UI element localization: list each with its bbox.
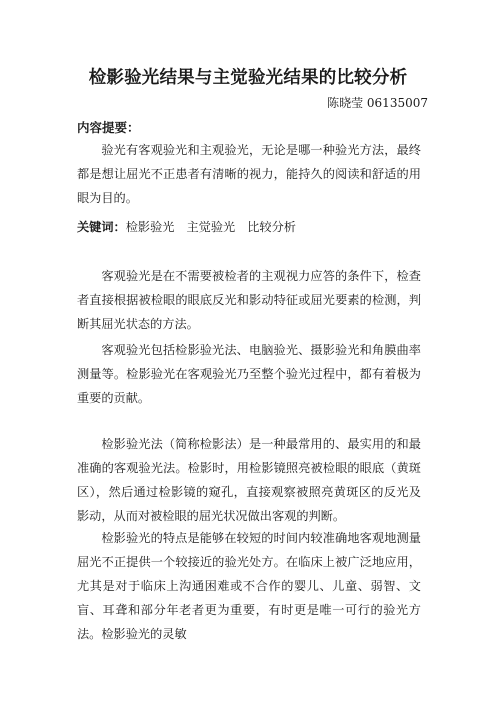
keywords-line	[77, 218, 308, 235]
keywords-label: 关键词：	[77, 220, 126, 234]
body-paragraph: 客观验光是在不需要被检者的主观视力应答的条件下，检查者直接根据被检眼的眼底反光和影动特征或屈光要素的检测，判断其屈光状态的方法。	[77, 269, 421, 331]
body-paragraph: 客观验光包括检影验光法、电脑验光、摄影验光和角膜曲率测量等。检影验光在客观验光乃至整个验光过程中，都有着极为重要的贡献。	[77, 343, 421, 405]
abstract-label: 内容提要：	[77, 120, 140, 135]
keyword-item: 比较分析	[247, 220, 296, 234]
abstract-text: 验光有客观验光和主观验光，无论是哪一种验光方法，最终都是想让屈光不正患者有清晰的视力，能持久的阅读和舒适的用眼为目的。	[77, 143, 421, 205]
keyword-item: 主觉验光	[186, 220, 236, 234]
body-paragraph: 检影验光法（简称检影法）是一种最常用的、最实用的和最准确的客观验光法。检影时，用检影镜照亮被检眼的眼底（黄斑区），然后通过检影镜的窥孔，直接观察被照亮黄斑区的反光及影动，从而对被检眼的屈光状况做出客观的判断。	[77, 437, 421, 523]
document-title: 检影验光结果与主觉验光结果的比较分析	[88, 68, 408, 88]
author-line: 陈晓莹 06135007	[327, 96, 428, 110]
keyword-item: 检影验光	[125, 220, 175, 234]
body-paragraph: 检影验光的特点是能够在较短的时间内较准确地客观地测量屈光不正提供一个较接近的验光处方。在临床上被广泛地应用，尤其是对于临床上沟通困难或不合作的婴儿、儿童、弱智、文盲、耳聋和部分年老者更为重要，有时更是唯一可行的验光方法。检影验光的灵敏	[77, 531, 421, 641]
